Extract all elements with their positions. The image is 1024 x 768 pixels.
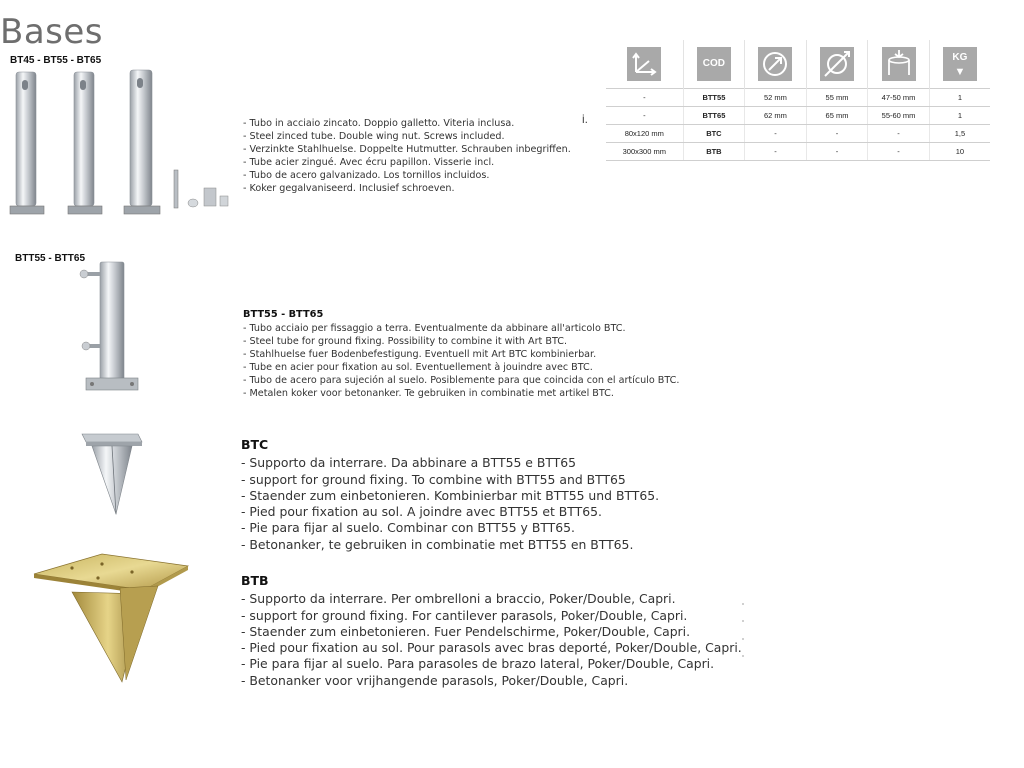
table-cell: - — [868, 125, 930, 143]
description-line: - Metalen koker voor betonanker. Te gebruiken in combinatie met artikel BTC. — [243, 388, 614, 399]
header-dimensions — [606, 40, 683, 89]
table-cell: 47-50 mm — [868, 89, 930, 107]
table-cell: 1 — [929, 107, 990, 125]
section-heading-btc: BTC — [241, 437, 269, 452]
table-cell: 80x120 mm — [606, 125, 683, 143]
section-label-bt-tubes: BT45 - BT55 - BT65 — [10, 55, 102, 66]
table-cell: - — [606, 89, 683, 107]
artifact-dot — [742, 603, 744, 605]
spec-table — [606, 40, 990, 161]
header-inner-diameter — [806, 40, 868, 89]
btb-anchor-image — [32, 552, 192, 686]
description-line: - Pied pour fixation au sol. A joindre avec BTT55 et BTT65. — [241, 504, 602, 520]
table-row — [606, 89, 990, 107]
description-line: - Tubo de acero galvanizado. Los tornillos incluidos. — [243, 170, 490, 181]
table-cell: 55 mm — [806, 89, 868, 107]
table-cell: - — [806, 125, 868, 143]
table-cell: - — [868, 143, 930, 161]
description-line: - Tubo de acero para sujeción al suelo. Posiblemente para que coincida con el artículo BTC. — [243, 375, 680, 386]
stray-mark: i. — [582, 112, 588, 126]
description-line: - Tube acier zingué. Avec écru papillon. Visserie incl. — [243, 157, 495, 168]
table-cell: BTT55 — [683, 89, 745, 107]
description-line: - Stahlhuelse fuer Bodenbefestigung. Eventuell mit Art BTC kombinierbar. — [243, 349, 597, 360]
table-cell: 65 mm — [806, 107, 868, 125]
btc-anchor-image — [78, 428, 146, 518]
description-line: - Koker gegalvaniseerd. Inclusief schroeven. — [243, 183, 455, 194]
description-line: - support for ground fixing. To combine with BTT55 and BTT65 — [241, 471, 626, 487]
section-label-btt-tubes: BTT55 - BTT65 — [15, 253, 86, 264]
artifact-dot — [742, 620, 744, 622]
section-heading-btt: BTT55 - BTT65 — [243, 309, 324, 320]
description-line: - Supporto da interrare. Da abbinare a BTT55 e BTT65 — [241, 455, 577, 471]
spec-table-header-row — [606, 40, 990, 89]
header-cod — [683, 40, 745, 89]
table-cell: BTT65 — [683, 107, 745, 125]
artifact-dot — [742, 638, 744, 640]
table-cell: 55-60 mm — [868, 107, 930, 125]
table-cell: - — [606, 107, 683, 125]
table-row — [606, 143, 990, 161]
diameter-icon — [758, 47, 792, 81]
description-line: - Pie para fijar al suelo. Combinar con BTT55 y BTT65. — [241, 520, 575, 536]
table-cell: - — [745, 125, 807, 143]
description-line: - Verzinkte Stahlhuelse. Doppelte Hutmutter. Schrauben inbegriffen. — [243, 144, 571, 155]
dimensions-axes-icon — [627, 47, 661, 81]
artifact-dot — [742, 655, 744, 657]
internal-diameter-icon — [820, 47, 854, 81]
table-row — [606, 107, 990, 125]
description-line: - Betonanker voor vrijhangende parasols, Poker/Double, Capri. — [241, 672, 629, 688]
cod-header-badge: COD — [697, 47, 731, 81]
table-cell: 300x300 mm — [606, 143, 683, 161]
table-cell: 52 mm — [745, 89, 807, 107]
description-line: - Tubo acciaio per fissaggio a terra. Eventualmente da abbinare all'articolo BTC. — [243, 323, 626, 334]
btt-tube-image — [78, 260, 144, 396]
description-line: - Staender zum einbetonieren. Kombinierbar mit BTT55 und BTT65. — [241, 487, 660, 503]
table-cell: - — [806, 143, 868, 161]
table-cell: - — [745, 143, 807, 161]
description-line: - support for ground fixing. For cantilever parasols, Poker/Double, Capri. — [241, 607, 688, 623]
description-line: - Pie para fijar al suelo. Para parasoles de brazo lateral, Poker/Double, Capri. — [241, 656, 715, 672]
description-line: - Pied pour fixation au sol. Pour parasols avec bras deporté, Poker/Double, Capri. — [241, 640, 742, 656]
description-line: - Steel zinced tube. Double wing nut. Screws included. — [243, 131, 505, 142]
section-description-btt-tubes — [243, 308, 679, 400]
description-line: - Supporto da interrare. Per ombrelloni a braccio, Poker/Double, Capri. — [241, 591, 676, 607]
table-cell: 1,5 — [929, 125, 990, 143]
section-heading-btb: BTB — [241, 573, 269, 588]
section-description-bt-tubes — [243, 117, 571, 195]
table-cell: 10 — [929, 143, 990, 161]
description-line: - Steel tube for ground fixing. Possibility to combine it with Art BTC. — [243, 336, 567, 347]
header-pole-range — [868, 40, 930, 89]
table-cell: BTB — [683, 143, 745, 161]
table-cell: 1 — [929, 89, 990, 107]
weight-icon: KG ▼ — [943, 47, 977, 81]
description-line: - Staender zum einbetonieren. Fuer Pendelschirme, Poker/Double, Capri. — [241, 623, 691, 639]
table-cell: 62 mm — [745, 107, 807, 125]
section-description-btc — [241, 437, 659, 553]
table-row — [606, 125, 990, 143]
description-line: - Betonanker, te gebruiken in combinatie met BTT55 en BTT65. — [241, 536, 634, 552]
bt-tubes-image — [6, 66, 238, 220]
header-weight — [929, 40, 990, 89]
table-cell: BTC — [683, 125, 745, 143]
description-line: - Tube en acier pour fixation au sol. Eventuellement à jouindre avec BTC. — [243, 362, 593, 373]
description-line: - Tubo in acciaio zincato. Doppio galletto. Viteria inclusa. — [243, 118, 515, 129]
pole-range-icon — [882, 47, 916, 81]
weight-label: KG — [952, 52, 968, 63]
header-outer-diameter — [745, 40, 807, 89]
section-description-btb — [241, 573, 742, 689]
page-title: Bases — [0, 12, 104, 52]
